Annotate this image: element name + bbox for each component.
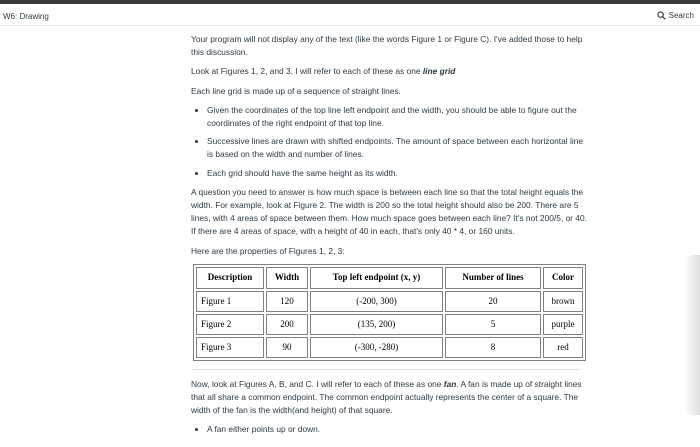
- top-bar: [0, 0, 700, 4]
- header-description: Description: [196, 267, 264, 289]
- table-row: [196, 291, 583, 312]
- cell-number-of-lines: 5: [445, 314, 541, 335]
- fan-text-suffix: . A fan is made up of straight lines that all share a common endpoint. The common endpoint actually represents the center of a square. The width of the fan is the width(and height) of that square.: [191, 378, 582, 416]
- fan-term: fan: [443, 378, 457, 389]
- intro-paragraph-3: Each line grid is made up of a sequence of straight lines.: [191, 85, 401, 96]
- table-row: [196, 337, 583, 358]
- header-color: Color: [543, 267, 583, 289]
- cell-width: 120: [266, 291, 308, 312]
- cell-top-left: (135, 200): [310, 314, 443, 335]
- fan-paragraph: [191, 378, 587, 418]
- header-number-of-lines: Number of lines: [445, 267, 541, 289]
- cell-top-left: (-200, 300): [310, 291, 443, 312]
- header-divider: [0, 25, 700, 26]
- list-item: • Successive lines are drawn with shifted endpoints. The amount of space between each horizontal line is based on the width and number of lines.: [207, 135, 587, 161]
- cell-color: brown: [543, 291, 583, 312]
- properties-intro: Here are the properties of Figures 1, 2, 3:: [191, 245, 345, 256]
- intro-paragraph-2: [191, 65, 587, 78]
- cell-number-of-lines: 8: [445, 337, 541, 358]
- cell-color: purple: [543, 314, 583, 335]
- section-divider: [191, 369, 581, 370]
- header-width: Width: [266, 267, 308, 289]
- list-item: • Each grid should have the same height as its width.: [207, 167, 587, 180]
- search-label: Search: [668, 11, 694, 20]
- intro-p2-text: Look at Figures 1, 2, and 3. I will refer to each of these as one: [191, 66, 423, 77]
- cell-number-of-lines: 20: [445, 291, 541, 312]
- fan-bullets: [191, 423, 587, 436]
- cell-width: 200: [266, 314, 308, 335]
- page-title: W6: Drawing: [3, 12, 49, 21]
- cell-color: red: [543, 337, 583, 358]
- main-content: [191, 33, 587, 443]
- table-row: [196, 314, 583, 335]
- table-header-row: [196, 267, 583, 289]
- properties-table: [193, 264, 586, 361]
- cell-top-left: (-300, -280): [310, 337, 443, 358]
- list-item: • A fan either points up or down.: [207, 423, 587, 436]
- cell-description: Figure 1: [196, 291, 264, 312]
- cell-width: 90: [266, 337, 308, 358]
- header-top-left: Top left endpoint (x, y): [310, 267, 443, 289]
- line-grid-bullets: [191, 104, 587, 180]
- list-item: • Given the coordinates of the top line left endpoint and the width, you should be able to figure out the coordinates of the right endpoint of that top line.: [207, 104, 587, 130]
- question-paragraph: A question you need to answer is how much space is between each line so that the total height equals the width. For example, look at Figure 2. The width is 200 so the total height should also be 200. There are 5 lines, with 4 areas of space between them. How much space goes between each line? It's not 200/5, or 40. If there are 4 areas of space, with a height of 40 in each, that's only 40 * 4, or 160 units.: [191, 186, 587, 237]
- fan-text-prefix: Now, look at Figures A, B, and C. I will refer to each of these as one: [191, 378, 444, 389]
- cell-description: Figure 2: [196, 314, 264, 335]
- intro-paragraph-1: Your program will not display any of the text (like the words Figure 1 or Figure C). I've added those to help this discussion.: [191, 34, 583, 58]
- search-button[interactable]: [657, 11, 694, 20]
- search-icon: [657, 11, 666, 20]
- cell-description: Figure 3: [196, 337, 264, 358]
- scroll-shadow: [684, 255, 700, 415]
- line-grid-term: line grid: [422, 66, 456, 77]
